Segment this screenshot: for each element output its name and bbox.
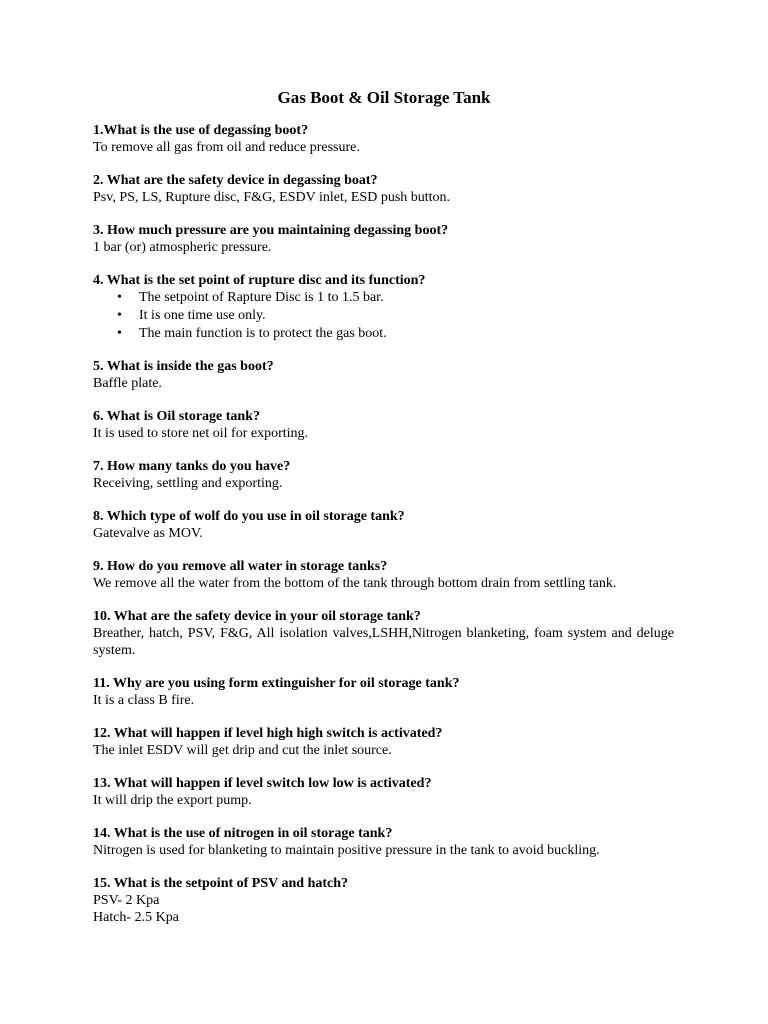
question: 7. How many tanks do you have? <box>93 459 291 474</box>
answer: We remove all the water from the bottom of the tank through bottom drain from settling tank. <box>93 576 617 591</box>
answer: Nitrogen is used for blanketing to maintain positive pressure in the tank to avoid buckling. <box>93 843 600 858</box>
question: 1.What is the use of degassing boot? <box>93 123 309 138</box>
question: 9. How do you remove all water in storage tanks? <box>93 559 388 574</box>
question: 6. What is Oil storage tank? <box>93 409 260 424</box>
bullet-list <box>93 289 674 342</box>
bullet-item <box>93 289 674 306</box>
qa-item-5 <box>93 358 674 392</box>
qa-item-7 <box>93 458 674 492</box>
answer: Gatevalve as MOV. <box>93 526 203 541</box>
qa-item-3 <box>93 222 674 256</box>
question: 14. What is the use of nitrogen in oil storage tank? <box>93 826 393 841</box>
answer: Breather, hatch, PSV, F&G, All isolation valves,LSHH,Nitrogen blanketing, foam system and deluge system. <box>93 626 674 658</box>
question: 4. What is the set point of rupture disc and its function? <box>93 273 426 288</box>
answer: Psv, PS, LS, Rupture disc, F&G, ESDV inlet, ESD push button. <box>93 190 451 205</box>
question: 15. What is the setpoint of PSV and hatch? <box>93 876 349 891</box>
question: 8. Which type of wolf do you use in oil storage tank? <box>93 509 405 524</box>
question: 3. How much pressure are you maintaining degassing boot? <box>93 223 449 238</box>
qa-item-14 <box>93 825 674 859</box>
answer: 1 bar (or) atmospheric pressure. <box>93 240 272 255</box>
qa-item-2 <box>93 172 674 206</box>
bullet-text: The main function is to protect the gas boot. <box>139 326 387 341</box>
qa-item-9 <box>93 558 674 592</box>
answer-line: PSV- 2 Kpa <box>93 893 160 908</box>
question: 12. What will happen if level high high switch is activated? <box>93 726 443 741</box>
bullet-text: The setpoint of Rapture Disc is 1 to 1.5 bar. <box>139 290 384 305</box>
answer: Baffle plate. <box>93 376 162 391</box>
question: 2. What are the safety device in degassing boat? <box>93 173 378 188</box>
qa-item-11 <box>93 675 674 709</box>
qa-item-12 <box>93 725 674 759</box>
bullet-icon: • <box>117 290 122 305</box>
answer-line: Hatch- 2.5 Kpa <box>93 910 179 925</box>
answer: To remove all gas from oil and reduce pressure. <box>93 140 360 155</box>
question: 11. Why are you using form extinguisher for oil storage tank? <box>93 676 460 691</box>
qa-list <box>93 122 674 942</box>
qa-item-13 <box>93 775 674 809</box>
bullet-text: It is one time use only. <box>139 308 266 323</box>
qa-item-1 <box>93 122 674 156</box>
answer: Receiving, settling and exporting. <box>93 476 283 491</box>
bullet-icon: • <box>117 308 122 323</box>
qa-item-8 <box>93 508 674 542</box>
answer: The inlet ESDV will get drip and cut the inlet source. <box>93 743 392 758</box>
question: 10. What are the safety device in your oil storage tank? <box>93 609 421 624</box>
answer: It is used to store net oil for exporting. <box>93 426 309 441</box>
qa-item-15 <box>93 875 674 926</box>
bullet-icon: • <box>117 326 122 341</box>
qa-item-4 <box>93 272 674 342</box>
qa-item-6 <box>93 408 674 442</box>
answer: It is a class B fire. <box>93 693 195 708</box>
bullet-item <box>93 325 674 342</box>
qa-item-10 <box>93 608 674 659</box>
question: 13. What will happen if level switch low low is activated? <box>93 776 432 791</box>
answer: It will drip the export pump. <box>93 793 252 808</box>
document-title: Gas Boot & Oil Storage Tank <box>277 88 491 107</box>
bullet-item <box>93 307 674 324</box>
question: 5. What is inside the gas boot? <box>93 359 274 374</box>
